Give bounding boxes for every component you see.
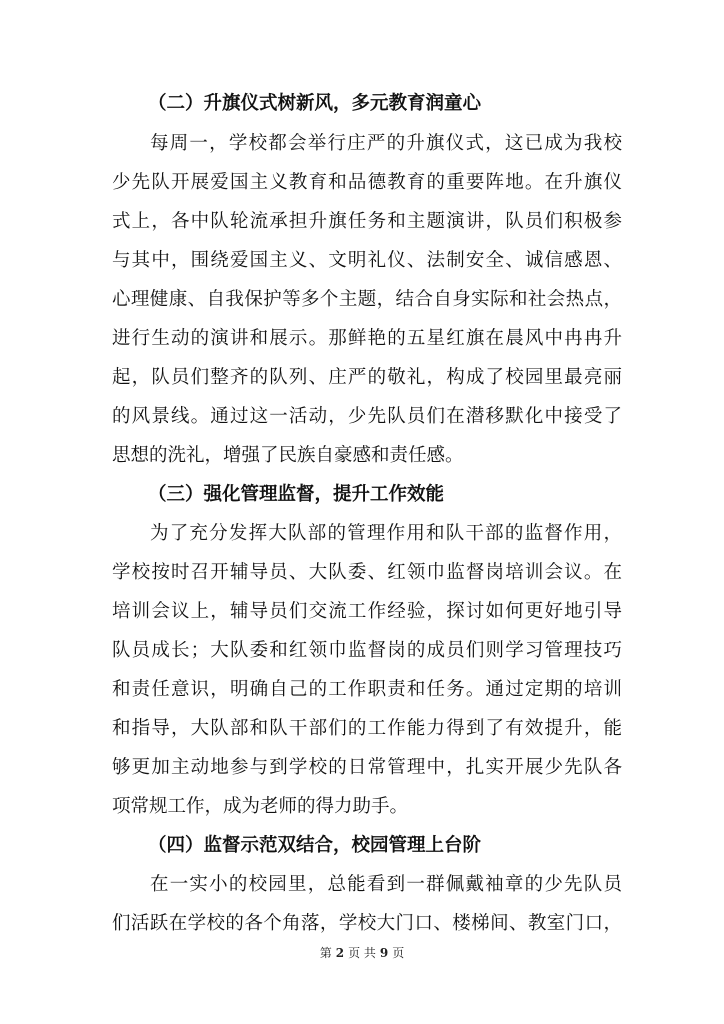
footer-suffix: 页 — [392, 946, 405, 960]
paragraph-line: 培训会议上，辅导员们交流工作经验，探讨如何更好地引导 — [112, 601, 622, 622]
section-heading: （二）升旗仪式树新风，多元教育润童心 — [148, 93, 482, 114]
paragraph-line: 们活跃在学校的各个角落，学校大门口、楼梯间、教室门口， — [112, 913, 622, 934]
paragraph-line: 在一实小的校园里，总能看到一群佩戴袖章的少先队员 — [150, 874, 622, 895]
footer-page-number: 2 — [335, 946, 345, 960]
paragraph-line: 和责任意识，明确自己的工作职责和任务。通过定期的培训 — [112, 679, 622, 700]
paragraph-line: 学校按时召开辅导员、大队委、红领巾监督岗培训会议。在 — [112, 562, 622, 583]
paragraph-line: 为了充分发挥大队部的管理作用和队干部的监督作用， — [150, 523, 622, 544]
footer-middle: 页 共 — [348, 946, 376, 960]
paragraph-line: 式上，各中队轮流承担升旗任务和主题演讲，队员们积极参 — [112, 211, 622, 232]
paragraph-line: 思想的洗礼，增强了民族自豪感和责任感。 — [112, 445, 464, 466]
paragraph-line: 项常规工作，成为老师的得力助手。 — [112, 796, 409, 817]
paragraph-line: 的风景线。通过这一活动，少先队员们在潜移默化中接受了 — [112, 406, 622, 427]
paragraph-line: 心理健康、自我保护等多个主题，结合自身实际和社会热点， — [112, 289, 622, 310]
paragraph-line: 每周一，学校都会举行庄严的升旗仪式，这已成为我校 — [150, 133, 622, 154]
page-footer — [0, 945, 724, 961]
paragraph-line: 与其中，围绕爱国主义、文明礼仪、法制安全、诚信感恩、 — [112, 250, 622, 271]
paragraph-line: 队员成长；大队委和红领巾监督岗的成员们则学习管理技巧 — [112, 640, 622, 661]
footer-prefix: 第 — [319, 946, 332, 960]
paragraph-line: 进行生动的演讲和展示。那鲜艳的五星红旗在晨风中冉冉升 — [112, 328, 622, 349]
footer-total-pages: 9 — [379, 946, 389, 960]
paragraph-line: 起，队员们整齐的队列、庄严的敬礼，构成了校园里最亮丽 — [112, 367, 622, 388]
paragraph-line: 少先队开展爱国主义教育和品德教育的重要阵地。在升旗仪 — [112, 172, 622, 193]
section-heading: （三）强化管理监督，提升工作效能 — [148, 484, 445, 505]
paragraph-line: 够更加主动地参与到学校的日常管理中，扎实开展少先队各 — [112, 757, 622, 778]
paragraph-line: 和指导，大队部和队干部们的工作能力得到了有效提升，能 — [112, 718, 622, 739]
section-heading: （四）监督示范双结合，校园管理上台阶 — [148, 835, 482, 856]
